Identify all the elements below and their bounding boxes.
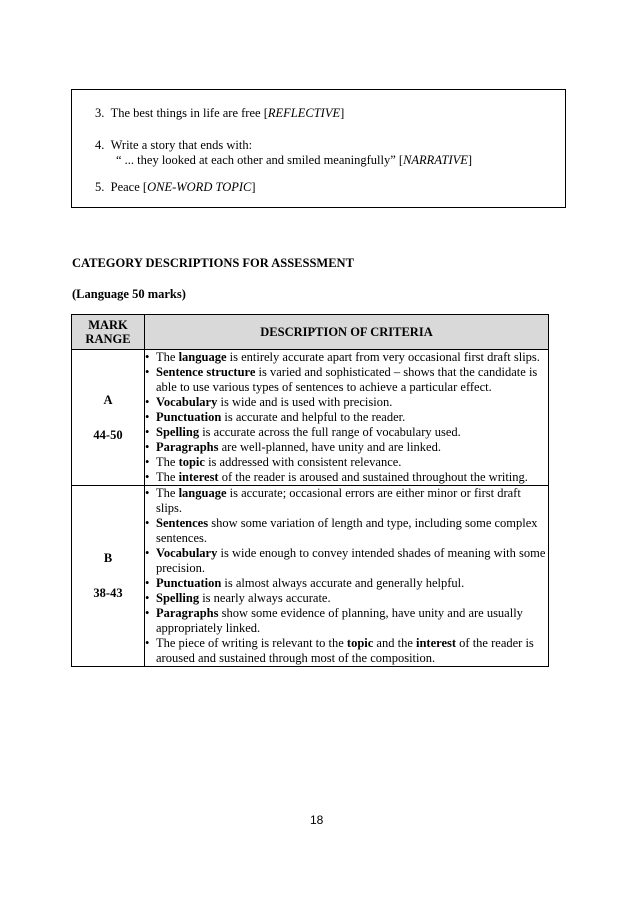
criterion-item: • Spelling is accurate across the full range of vocabulary used. xyxy=(145,425,548,440)
criterion-item: • The piece of writing is relevant to the topic and the interest of the reader is aroused and sustained through most of the composition. xyxy=(145,636,548,666)
criteria-list xyxy=(145,350,548,485)
criterion-item: • Sentences show some variation of length and type, including some complex sentences. xyxy=(145,516,548,546)
criterion-item: • The language is entirely accurate apart from very occasional first draft slips. xyxy=(145,350,548,365)
criterion-item: • Paragraphs show some evidence of planning, have unity and are usually appropriately linked. xyxy=(145,606,548,636)
table-row xyxy=(72,350,549,486)
mark-range-cell xyxy=(72,350,145,486)
criterion-item: • Punctuation is almost always accurate and generally helpful. xyxy=(145,576,548,591)
criterion-item: • Punctuation is accurate and helpful to the reader. xyxy=(145,410,548,425)
mark-range-value: 44-50 xyxy=(93,427,123,442)
criterion-item: • Spelling is nearly always accurate. xyxy=(145,591,548,606)
criteria-table xyxy=(71,314,549,667)
mark-range-header: MARK RANGE xyxy=(72,315,145,350)
topic-5: 5. Peace [ONE-WORD TOPIC] xyxy=(95,180,256,194)
topic-4: 4. Write a story that ends with: xyxy=(95,138,253,152)
grade-label: A xyxy=(103,392,113,407)
criterion-item: • The language is accurate; occasional errors are either minor or first draft slips. xyxy=(145,486,548,516)
table-header-row xyxy=(72,315,549,350)
criteria-list xyxy=(145,486,548,666)
criterion-item: • The topic is addressed with consistent relevance. xyxy=(145,455,548,470)
criteria-cell xyxy=(145,350,549,486)
mark-range-value: 38-43 xyxy=(93,586,123,600)
section-subheading: (Language 50 marks) xyxy=(72,287,186,301)
criterion-item: • Sentence structure is varied and sophisticated – shows that the candidate is able to use various types of sentences to achieve a particular effect. xyxy=(145,365,548,395)
grade-label: B xyxy=(103,551,113,565)
criterion-item: • Paragraphs are well-planned, have unity and are linked. xyxy=(145,440,548,455)
description-header: DESCRIPTION OF CRITERIA xyxy=(145,315,549,350)
criterion-item: • Vocabulary is wide enough to convey intended shades of meaning with some precision. xyxy=(145,546,548,576)
section-heading: CATEGORY DESCRIPTIONS FOR ASSESSMENT xyxy=(72,256,354,270)
page-number: 18 xyxy=(310,813,324,827)
mark-range-cell xyxy=(72,486,145,667)
criterion-item: • The interest of the reader is aroused and sustained throughout the writing. xyxy=(145,470,548,485)
topic-3: 3. The best things in life are free [REFLECTIVE] xyxy=(95,106,345,120)
criterion-item: • Vocabulary is wide and is used with precision. xyxy=(145,395,548,410)
table-row xyxy=(72,486,549,667)
topic-4-continuation: “ ... they looked at each other and smiled meaningfully” [NARRATIVE] xyxy=(116,153,473,167)
criteria-cell xyxy=(145,486,549,667)
essay-topics-box xyxy=(71,89,566,208)
